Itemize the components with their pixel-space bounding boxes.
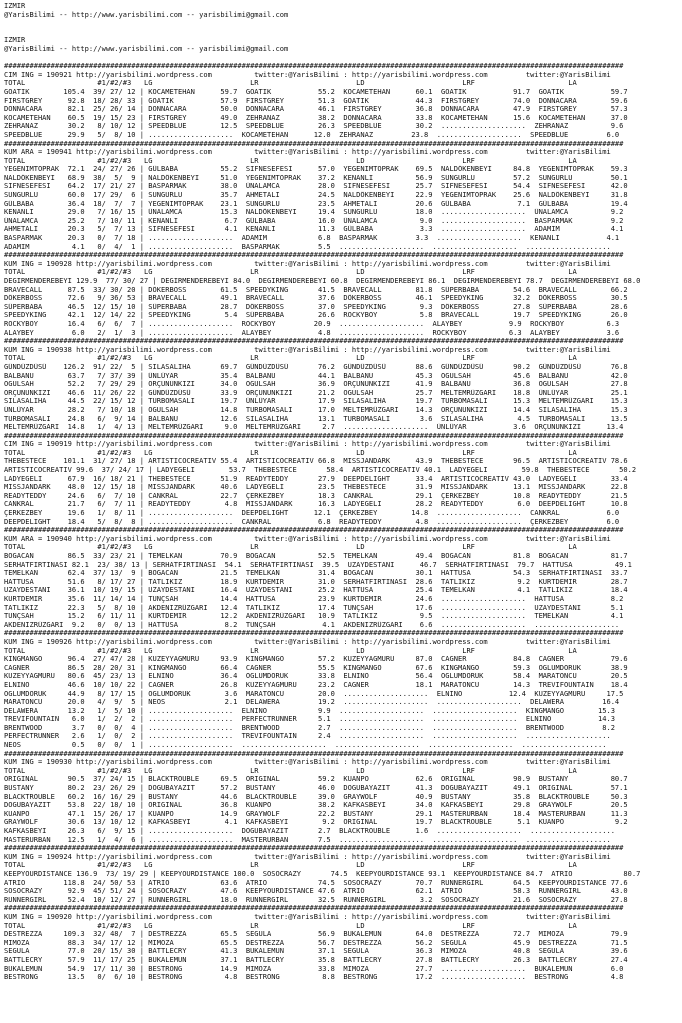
race-title: KUM ARA = 190940 http://yarisbilimi.wordpress.com twitter:@YarisBilimi : http://yarisbilimi.wordpress.com twitter:@YarisBilimi bbox=[4, 534, 611, 543]
result-row: CAGNER 86.5 28/ 20/ 31 | KINGMANGO 66.4 CAGNER 55.5 KINGMANGO 67.6 KINGMANGO 59.3 OGLUMDORUK 38.9 bbox=[4, 663, 628, 672]
result-row: SUNGURLU 60.0 17/ 29/ 6 | SUNGURLU 35.7 AHMETALI 24.5 NALDÖKENBEYI 22.9 YEGENIMTOPRAK 25.6 NALDÖKENBEYI 31.8 bbox=[4, 191, 628, 200]
race-title: KUM ARA = 190941 http://yarisbilimi.wordpress.com twitter:@YarisBilimi : http://yarisbilimi.wordpress.com twitter:@YarisBilimi bbox=[4, 148, 611, 157]
result-row: GOATIK 105.4 39/ 27/ 12 | KOCAMETEHAN 59.7 GOATIK 55.2 KOCAMETEHAN 60.1 GOATIK 91.7 GOATIK 59.7 bbox=[4, 87, 628, 96]
result-row: KEEPYOURDISTANCE 136.9 73/ 19/ 29 | KEEPYOURDISTANCE 100.0 SOSOCRAZY 74.5 KEEPYOURDISTANCE 93.1 KEEPYOURDISTANCE 84.7 ATRIO 80.7 bbox=[4, 869, 641, 878]
result-row: KINGMANGO 96.4 27/ 47/ 28 | KUZEYYAGMURU 93.9 KINGMANGO 57.2 KUZEYYAGMURU 87.0 CAGNER 84.8 CAGNER 79.6 bbox=[4, 655, 628, 664]
result-row: BOGACAN 86.5 33/ 23/ 21 | TEMELKAN 70.9 BOGACAN 52.5 TEMELKAN 49.4 BOGACAN 81.8 BOGACAN 81.7 bbox=[4, 552, 628, 560]
race-sections bbox=[4, 62, 679, 982]
race-title: KUM ING = 190930 http://yarisbilimi.wordpress.com twitter:@YarisBilimi : http://yarisbilimi.wordpress.com twitter:@YarisBilimi bbox=[4, 758, 611, 767]
result-row: CANKRAL 21.7 6/ 7/ 11 | READYTEDDY 4.8 MISSJANDARK 16.3 LADYEGELI 28.2 READYTEDDY 6.0 DEEPDELIGHT 10.8 bbox=[4, 500, 628, 509]
result-row: TURBOMASALI 24.8 6/ 9/ 14 | BALBANU 12.6 SILASALIHA 13.1 TURBOMASALI 3.6 SILASALIHA 4.5 TURBOMASALI 13.5 bbox=[4, 414, 628, 423]
separator-line: ################################################################################################################################################## bbox=[4, 629, 624, 638]
separator-line: ################################################################################################################################################## bbox=[4, 337, 624, 346]
result-row: SOSOCRAZY 92.9 45/ 51/ 24 | SOSOCRAZY 47.6 KEEPYOURDISTANCE 47.6 ATRIO 62.1 ATRIO 58.3 RUNNERGIRL 43.0 bbox=[4, 887, 628, 896]
separator-line: ################################################################################################################################################## bbox=[4, 251, 624, 260]
result-row: MELTEMRÜZGARI 14.8 1/ 4/ 13 | MELTEMRÜZGARI 9.0 MELTEMRÜZGARI 2.7 .................... ÜNLÜYAR 3.6 ORÇUNUNKIZI 13.4 bbox=[4, 423, 624, 432]
result-row: SPEEDBLUE 29.9 5/ 8/ 10 | .................... KOCAMETEHAN 12.0 ZEHRANAZ 23.8 .................... SPEEDBLUE 6.0 bbox=[4, 130, 620, 139]
race-title: CIM ING = 190919 http://yarisbilimi.wordpress.com twitter:@YarisBilimi : http://yarisbilimi.wordpress.com twitter:@YarisBilimi bbox=[4, 440, 611, 449]
race-title: CIM ING = 190921 http://yarisbilimi.wordpress.com twitter:@YarisBilimi : http://yarisbilimi.wordpress.com twitter:@YarisBilimi bbox=[4, 70, 611, 79]
column-header-row: TOTAL #1/#2/#3 LG LR LD LRF LA bbox=[4, 448, 577, 457]
result-row: KOCAMETEHAN 60.5 19/ 15/ 23 | FIRSTGREY 49.0 ZEHRANAZ 38.2 DONNACARA 33.8 KOCAMETEHAN 15.6 KOCAMETEHAN 37.0 bbox=[4, 113, 628, 122]
result-row: ZEHRANAZ 30.2 8/ 10/ 12 | SPEEDBLUE 12.5 SPEEDBLUE 26.3 SPEEDBLUE 30.2 .................... ZEHRANAZ 9.6 bbox=[4, 122, 624, 131]
result-row: KUZEYYAGMURU 80.6 45/ 23/ 13 | ELNINO 36.4 OGLUMDORUK 33.8 ELNINO 56.4 OGLUMDORUK 58.4 MARATONCU 20.5 bbox=[4, 672, 628, 681]
result-row: BUKALEMUN 54.9 17/ 11/ 30 | BESTRONG 14.9 MIMOZA 33.8 MIMOZA 27.7 .................... BUKALEMUN 6.0 bbox=[4, 964, 624, 973]
result-row: BRAVECALL 87.5 33/ 30/ 20 | DÖKERBOSS 61.5 SPEEDYKING 41.5 BRAVECALL 81.8 SÜPERBABA 54.6 BRAVECALL 66.2 bbox=[4, 285, 628, 294]
column-header-row: TOTAL #1/#2/#3 LG LR LD LRF LA bbox=[4, 766, 577, 775]
result-row: BALBANU 63.7 7/ 37/ 39 | ÜNLÜYAR 35.4 BALBANU 44.1 BALBANU 45.3 OGULSAH 45.6 BALBANU 42.0 bbox=[4, 371, 628, 380]
result-row: ORÇUNUNKIZI 46.6 11/ 26/ 22 | GÜNDÜZDÜSÜ 33.9 ORÇUNUNKIZI 21.2 OGULSAH 25.7 MELTEMRÜZGARI 18.8 ÜNLÜYAR 25.1 bbox=[4, 388, 628, 397]
result-row: BUSTANY 80.2 23/ 26/ 29 | DOGUBAYAZIT 57.2 BUSTANY 46.0 DOGUBAYAZIT 41.3 DOGUBAYAZIT 49.1 ORIGINAL 57.1 bbox=[4, 784, 628, 793]
result-row: FIRSTGREY 92.8 18/ 28/ 33 | GOATIK 57.9 FIRSTGREY 51.3 GOATIK 44.3 FIRSTGREY 74.0 DONNACARA 59.6 bbox=[4, 96, 628, 105]
result-row: DÖKERBOSS 72.6 9/ 36/ 53 | BRAVECALL 49.1 BRAVECALL 37.6 DÖKERBOSS 46.1 SPEEDYKING 32.2 DÖKERBOSS 30.5 bbox=[4, 294, 628, 303]
result-row: SÜPERBABA 46.5 12/ 15/ 10 | SÜPERBABA 28.7 DÖKERBOSS 37.0 SPEEDYKING 9.3 DÖKERBOSS 27.8 SÜPERBABA 28.6 bbox=[4, 302, 628, 311]
result-row: GRAYWOLF 30.6 13/ 10/ 12 | KAFKASBEYI 4.1 KAFKASBEYI 9.2 ORIGINAL 19.7 BLACKTROUBLE 5.1 KUANPO 9.2 bbox=[4, 818, 628, 827]
result-row: SIFNESEFESI 64.2 17/ 21/ 27 | BASPARMAK 38.0 ÜNALAMCA 28.0 SIFNESEFESI 25.7 SIFNESEFESI 54.4 SIFNESEFESI 42.0 bbox=[4, 182, 628, 191]
result-row: ELNINO 46.6 10/ 10/ 22 | CAGNER 26.8 KUZEYYAGMURU 23.2 CAGNER 18.1 MARATONCU 14.3 TREVIFOUNTAIN 18.4 bbox=[4, 680, 628, 689]
column-header-row: TOTAL #1/#2/#3 LG LR LD LRF LA bbox=[4, 861, 577, 870]
header-line: IZMIR bbox=[4, 36, 26, 45]
result-row: DELAWERA 13.2 1/ 5/ 10 | .................... ELNINO 9.9 .................... .................... KINGMANGO 15.3 bbox=[4, 706, 615, 715]
column-header-row: TOTAL #1/#2/#3 LG LR LD LRF LA bbox=[4, 156, 577, 165]
column-header-row: TOTAL #1/#2/#3 LG LR LD LRF LA bbox=[4, 354, 577, 363]
result-row: KURTDEMIR 35.6 11/ 14/ 14 | TUNÇSAH 14.4 HATTUSA 23.9 KURTDEMIR 24.6 .................... HATTUSA 8.2 bbox=[4, 594, 624, 603]
result-row: KUANPO 47.1 15/ 26/ 17 | KUANPO 14.9 GRAYWOLF 22.2 BUSTANY 29.1 MASTERURBAN 18.4 MASTERURBAN 11.3 bbox=[4, 809, 628, 818]
result-row: AHMETALI 20.3 5/ 7/ 13 | SIFNESEFESI 4.1 KENANLI 11.3 GÜLBABA 3.3 .................... ADAMIM 4.1 bbox=[4, 225, 624, 234]
result-row: NEOS 0.5 0/ 0/ 1 | .................... .................... .................... .................... .................... bbox=[4, 741, 607, 750]
result-row: ORIGINAL 90.5 37/ 24/ 15 | BLACKTROUBLE 69.5 ORIGINAL 59.2 KUANPO 62.6 ORIGINAL 90.9 BUSTANY 80.7 bbox=[4, 775, 628, 784]
result-row: DEGIRMENDEREBEYI 129.9 77/ 30/ 27 | DEGIRMENDEREBEYI 84.0 DEGIRMENDEREBEYI 60.8 DEGIRMENDEREBEYI 86.1 DEGIRMENDEREBEYI 78.7 DEGIRMENDEREBEYI 68.0 bbox=[4, 277, 641, 285]
race-section bbox=[4, 62, 679, 139]
result-row: ATRIO 118.8 24/ 50/ 53 | ATRIO 63.6 ATRIO 74.5 SOSOCRAZY 70.7 RUNNERGIRL 64.5 KEEPYOURDISTANCE 77.6 bbox=[4, 878, 628, 887]
result-row: ALAYBEY 6.0 2/ 1/ 3 | .................... ALAYBEY 4.8 .................... ROCKYBOY 6.3 ALAYBEY 3.6 bbox=[4, 328, 620, 337]
result-row: KENANLI 29.0 7/ 16/ 15 | ÜNALAMCA 15.3 NALDÖKENBEYI 19.4 SUNGURLU 18.0 .................... ÜNALAMCA 9.2 bbox=[4, 208, 624, 217]
result-row: THEBESTECE 101.1 31/ 27/ 18 | ARTISTICOCREATIV 55.4 ARTISTICOCREATIV 66.8 MISSJANDARK 43.9 THEBESTECE 96.5 ARTISTICOCREATIV 78.6 bbox=[4, 457, 628, 466]
result-row: ÇERKEZBEY 19.6 1/ 8/ 11 | .................... DEEPDELIGHT 12.1 ÇERKEZBEY 14.8 .................... CANKRAL 6.0 bbox=[4, 509, 620, 518]
column-header-row: TOTAL #1/#2/#3 LG LR LD LRF LA bbox=[4, 921, 577, 930]
blank-line bbox=[4, 19, 679, 28]
result-row: SPEEDYKING 42.1 12/ 14/ 22 | SPEEDYKING 5.4 SÜPERBABA 26.6 ROCKYBOY 5.8 BRAVECALL 19.7 SPEEDYKING 26.0 bbox=[4, 311, 628, 320]
result-row: MIMOZA 88.3 34/ 17/ 12 | MIMOZA 65.5 DESTREZZA 56.7 DESTREZZA 56.2 SEGULA 45.9 DESTREZZA 71.5 bbox=[4, 938, 628, 947]
header-line: @YarisBilimi -- http://www.yarisbilimi.com -- yarisbilimi@gmail.com bbox=[4, 10, 289, 19]
result-row: TEMELKAN 62.4 37/ 13/ 9 | BOGACAN 21.5 TEMELKAN 31.4 BOGACAN 30.1 HATTUSA 54.3 SERHATFIRTINASI 33.7 bbox=[4, 569, 628, 578]
result-row: GÜNDÜZDÜSÜ 126.2 91/ 22/ 5 | SILASALIHA 69.7 GÜNDÜZDÜSÜ 76.2 GÜNDÜZDÜSÜ 88.6 GÜNDÜZDÜSÜ 90.2 GÜNDÜZDÜSÜ 76.8 bbox=[4, 362, 628, 371]
result-row: SILASALIHA 44.5 22/ 15/ 12 | TURBOMASALI 19.7 ÜNLÜYAR 17.9 SILASALIHA 19.7 TURBOMASALI 15.3 MELTEMRÜZGARI 15.3 bbox=[4, 397, 628, 406]
race-title: KUM ING = 190938 http://yarisbilimi.wordpress.com twitter:@YarisBilimi : http://yarisbilimi.wordpress.com twitter:@YarisBilimi bbox=[4, 345, 611, 354]
result-row: NALDÖKENBEYI 68.9 38/ 5/ 9 | NALDÖKENBEYI 51.0 YEGENIMTOPRAK 37.2 KENANLI 56.9 SUNGURLU 57.2 SUNGURLU 50.1 bbox=[4, 173, 628, 182]
race-section bbox=[4, 526, 679, 629]
result-row: DONNACARA 82.1 25/ 26/ 14 | DONNACARA 50.0 DONNACARA 46.1 FIRSTGREY 36.8 DONNACARA 47.9 FIRSTGREY 57.3 bbox=[4, 105, 628, 114]
result-row: DOGUBAYAZIT 53.8 22/ 18/ 10 | ORIGINAL 36.8 KUANPO 38.2 KAFKASBEYI 34.0 KAFKASBEYI 29.8 GRAYWOLF 20.5 bbox=[4, 801, 628, 810]
blank-line bbox=[4, 54, 679, 63]
separator-line: ################################################################################################################################################## bbox=[4, 844, 624, 853]
result-row: GÜLBABA 36.4 18/ 7/ 7 | YEGENIMTOPRAK 23.1 SUNGURLU 23.5 AHMETALI 20.6 GÜLBABA 7.1 GÜLBABA 19.4 bbox=[4, 199, 628, 208]
separator-line: ################################################################################################################################################## bbox=[4, 431, 624, 440]
result-row: TREVIFOUNTAIN 6.0 1/ 2/ 2 | .................... PERFECTRUNNER 5.1 .................... .................... ELNINO 14.3 bbox=[4, 715, 615, 724]
column-header-row: TOTAL #1/#2/#3 LG LR LD LRF LA bbox=[4, 543, 577, 552]
result-row: BATTLECRY 57.9 11/ 17/ 25 | BUKALEMUN 37.1 BATTLECRY 35.8 BATTLECRY 27.8 BATTLECRY 26.3 BATTLECRY 27.4 bbox=[4, 955, 628, 964]
result-row: ADAMIM 4.1 0/ 4/ 1 | .................... BASPARMAK 5.5 .................... .................... .................... bbox=[4, 242, 611, 251]
result-row: PERFECTRUNNER 2.6 1/ 0/ 2 | .................... TREVIFOUNTAIN 2.4 .................... .................... .................... bbox=[4, 732, 611, 741]
blank-line bbox=[4, 28, 679, 37]
race-section bbox=[4, 337, 679, 432]
result-row: SEGULA 77.0 20/ 15/ 30 | BATTLECRY 41.3 BUKALEMUN 37.1 SEGULA 36.3 MIMOZA 40.8 SEGULA 39.6 bbox=[4, 947, 628, 956]
race-section bbox=[4, 904, 679, 981]
result-row: HATTUSA 51.6 8/ 17/ 27 | TATLIKIZ 18.9 KURTDEMIR 31.0 SERHATFIRTINASI 28.6 TATLIKIZ 9.2 KURTDEMIR 28.7 bbox=[4, 577, 628, 586]
race-section bbox=[4, 432, 679, 527]
result-row: BLACKTROUBLE 60.2 16/ 16/ 29 | BUSTANY 44.6 BLACKTROUBLE 39.0 GRAYWOLF 40.9 BUSTANY 35.8 BLACKTROUBLE 50.3 bbox=[4, 792, 628, 801]
separator-line: ################################################################################################################################################## bbox=[4, 904, 624, 913]
result-row: ÜNALAMCA 25.2 7/ 10/ 11 | KENANLI 6.7 GÜLBABA 16.0 ÜNALAMCA 9.0 .................... BASPARMAK 9.2 bbox=[4, 216, 624, 225]
result-row: KAFKASBEYI 26.3 6/ 9/ 15 | .................... DOGUBAYAZIT 2.7 BLACKTROUBLE 1.6 .................... .................... bbox=[4, 827, 615, 835]
result-row: DEEPDELIGHT 18.4 5/ 8/ 8 | .................... CANKRAL 6.8 READYTEDDY 4.8 .................... ÇERKEZBEY 6.0 bbox=[4, 517, 620, 526]
race-section bbox=[4, 750, 679, 845]
result-row: TUNÇSAH 15.2 6/ 11/ 11 | KURTDEMIR 12.2 AKDENIZRÜZGARI 10.9 TATLIKIZ 9.5 .................... TEMELKAN 4.1 bbox=[4, 612, 624, 621]
separator-line: ################################################################################################################################################## bbox=[4, 526, 624, 535]
result-row: BASPARMAK 20.3 0/ 7/ 18 | .................... ADAMIM 6.8 BASPARMAK 3.3 .................... KENANLI 4.1 bbox=[4, 234, 620, 243]
result-row: TATLIKIZ 22.3 5/ 8/ 10 | AKDENIZRÜZGARI 12.4 TATLIKIZ 17.4 TUNÇSAH 17.6 .................... UZAYDESTANI 5.1 bbox=[4, 603, 624, 612]
result-row: ARTISTICOCREATIV 99.6 37/ 24/ 17 | LADYEGELI 53.7 THEBESTECE 58.4 ARTISTICOCREATIV 40.1 LADYEGELI 59.8 THEBESTECE 50.2 bbox=[4, 466, 637, 475]
column-header-row: TOTAL #1/#2/#3 LG LR LD LRF LA bbox=[4, 79, 577, 88]
column-header-row: TOTAL #1/#2/#3 LG LR LD LRF LA bbox=[4, 646, 577, 655]
race-section bbox=[4, 844, 679, 904]
result-row: AKDENIZRÜZGARI 9.2 0/ 0/ 13 | HATTUSA 8.2 TUNÇSAH 4.1 AKDENIZRÜZGARI 6.6 .................... .................... bbox=[4, 620, 620, 629]
column-header-row: TOTAL #1/#2/#3 LG LR LD LRF LA bbox=[4, 268, 577, 277]
race-title: KUM ING = 190928 http://yarisbilimi.wordpress.com twitter:@YarisBilimi : http://yarisbilimi.wordpress.com twitter:@YarisBilimi bbox=[4, 259, 611, 268]
result-row: YEGENIMTOPRAK 72.1 24/ 27/ 26 | GÜLBABA 55.2 SIFNESEFESI 57.0 YEGENIMTOPRAK 69.5 NALDÖKENBEYI 84.8 YEGENIMTOPRAK 59.3 bbox=[4, 165, 628, 174]
result-row: UZAYDESTANI 36.1 10/ 19/ 15 | UZAYDESTANI 16.4 UZAYDESTANI 25.2 HATTUSA 25.4 TEMELKAN 4.1 TATLIKIZ 18.4 bbox=[4, 586, 628, 595]
result-row: MISSJANDARK 48.0 12/ 15/ 18 | MISSJANDARK 40.6 LADYEGELI 23.5 THEBESTECE 31.9 MISSJANDARK 13.1 MISSJANDARK 22.8 bbox=[4, 483, 628, 492]
result-row: OGULSAH 52.2 7/ 29/ 29 | ORÇUNUNKIZI 34.0 OGULSAH 36.9 ORÇUNUNKIZI 41.9 BALBANU 36.8 OGULSAH 27.8 bbox=[4, 380, 628, 389]
result-row: ÜNLÜYAR 28.2 7/ 10/ 18 | OGULSAH 14.8 TURBOMASALI 17.0 MELTEMRÜZGARI 14.3 ORÇUNUNKIZI 14.4 SILASALIHA 15.3 bbox=[4, 405, 628, 414]
result-row: LADYEGELI 67.9 16/ 18/ 21 | THEBESTECE 51.9 READYTEDDY 27.9 DEEPDELIGHT 33.4 ARTISTICOCREATIV 43.0 LADYEGELI 33.4 bbox=[4, 474, 628, 483]
document-header bbox=[4, 2, 679, 62]
result-row: MARATONCU 20.0 4/ 9/ 5 | NEOS 2.1 DELAWERA 19.2 .................... .................... DELAWERA 16.4 bbox=[4, 698, 620, 707]
result-row: SERHATFIRTINASI 82.1 23/ 38/ 13 | SERHATFIRTINASI 54.1 SERHATFIRTINASI 39.5 UZAYDESTANI 46.7 SERHATFIRTINASI 79.7 HATTUSA 49.1 bbox=[4, 560, 632, 569]
race-section bbox=[4, 140, 679, 252]
header-line: IZMIR bbox=[4, 2, 26, 10]
result-row: OGLUMDORUK 44.9 8/ 17/ 15 | OGLUMDORUK 3.6 MARATONCU 20.0 .................... ELNINO 12.4 KUZEYYAGMURU 17.5 bbox=[4, 689, 624, 698]
race-section bbox=[4, 629, 679, 749]
separator-line: ################################################################################################################################################## bbox=[4, 139, 624, 148]
result-row: RUNNERGIRL 52.4 10/ 12/ 27 | RUNNERGIRL 18.0 RUNNERGIRL 32.5 RUNNERGIRL 3.2 SOSOCRAZY 21.6 SOSOCRAZY 27.8 bbox=[4, 895, 628, 904]
result-row: BRENTWOOD 3.7 0/ 0/ 4 | .................... BRENTWOOD 2.7 .................... .................... BRENTWOOD 8.2 bbox=[4, 723, 615, 732]
race-title: KUM ING = 190926 http://yarisbilimi.wordpress.com twitter:@YarisBilimi : http://yarisbilimi.wordpress.com twitter:@YarisBilimi bbox=[4, 637, 611, 646]
result-row: READYTEDDY 24.6 6/ 7/ 10 | CANKRAL 22.7 ÇERKEZBEY 18.3 CANKRAL 29.1 ÇERKEZBEY 10.8 READYTEDDY 21.5 bbox=[4, 491, 628, 500]
result-row: BESTRONG 13.5 0/ 6/ 10 | BESTRONG 4.8 BESTRONG 8.8 BESTRONG 17.2 .................... BESTRONG 4.8 bbox=[4, 973, 624, 982]
race-title: KUM ING = 190924 http://yarisbilimi.wordpress.com twitter:@YarisBilimi : http://yarisbilimi.wordpress.com twitter:@YarisBilimi bbox=[4, 852, 611, 861]
result-row: ROCKYBOY 16.4 6/ 6/ 7 | .................... ROCKYBOY 20.9 .................... ALAYBEY 9.9 ROCKYBOY 6.3 bbox=[4, 319, 620, 328]
race-section bbox=[4, 251, 679, 337]
result-row: MASTERURBAN 12.5 1/ 4/ 6 | .................... MASTERURBAN 7.5 .................... .................... .................... bbox=[4, 835, 611, 844]
header-line: @YarisBilimi -- http://www.yarisbilimi.com -- yarisbilimi@gmail.com bbox=[4, 44, 289, 53]
race-title: KUM ING = 190920 http://yarisbilimi.wordpress.com twitter:@YarisBilimi : http://yarisbilimi.wordpress.com twitter:@YarisBilimi bbox=[4, 912, 611, 921]
separator-line: ################################################################################################################################################## bbox=[4, 62, 624, 71]
separator-line: ################################################################################################################################################## bbox=[4, 749, 624, 758]
result-row: DESTREZZA 109.3 32/ 48/ 7 | DESTREZZA 65.5 SEGULA 56.9 BUKALEMUN 64.0 DESTREZZA 72.7 MIMOZA 79.9 bbox=[4, 930, 628, 939]
